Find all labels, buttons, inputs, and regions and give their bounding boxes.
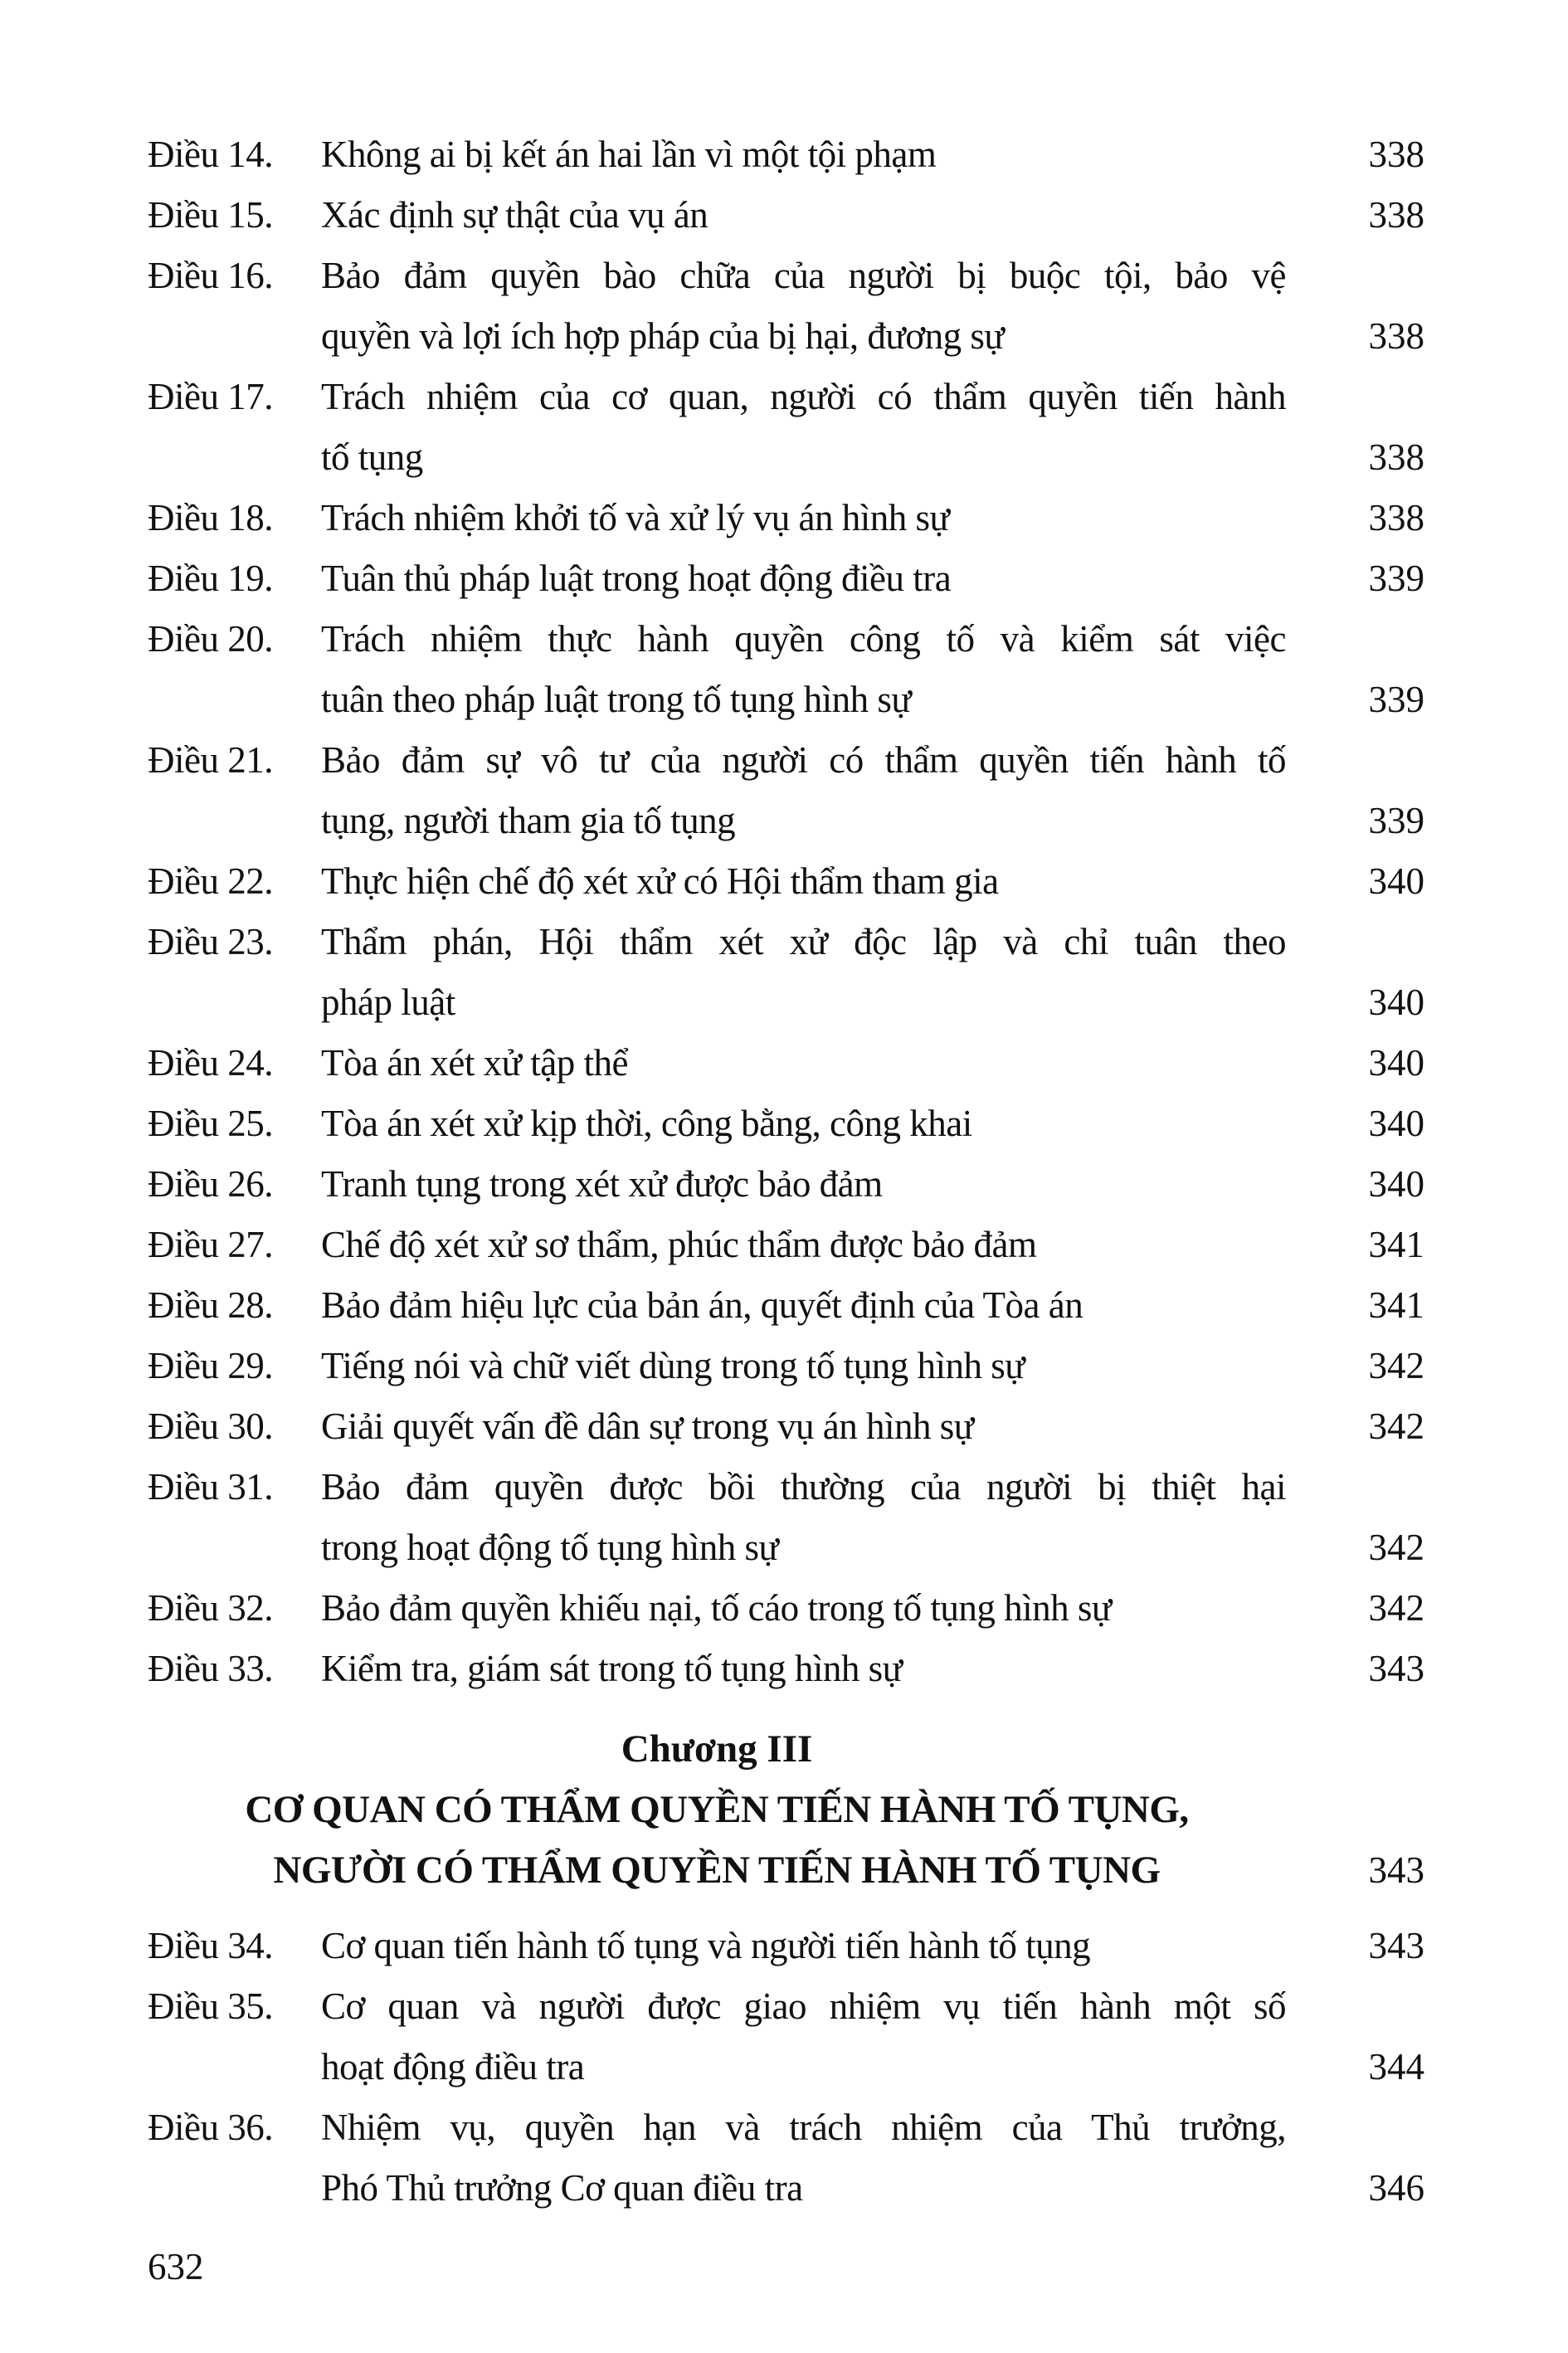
article-number-label: Điều 15. [148,194,273,236]
article-title-line: Kiểm tra, giám sát trong tố tụng hình sự [321,1648,903,1689]
toc-chapter-entry [148,1719,1424,1901]
toc-entry [148,1033,1424,1094]
article-title-line: Phó Thủ trưởng Cơ quan điều tra [321,2167,803,2209]
article-title [321,488,1286,548]
article-title-line: tuân theo pháp luật trong tố tụng hình sự [321,679,912,720]
page-number: 338 [1368,436,1424,478]
article-number-label: Điều 17. [148,376,273,417]
article-number-label: Điều 30. [148,1405,273,1447]
article-title-line: Trách nhiệm của cơ quan, người có thẩm quyền tiến hành [321,376,1286,417]
article-number-label: Điều 18. [148,497,273,538]
article-title [321,912,1286,1033]
page-number: 341 [1368,1224,1424,1265]
article-title-line: Chế độ xét xử sơ thẩm, phúc thẩm được bảo đảm [321,1224,1037,1265]
article-title [321,1094,1286,1154]
article-title-line: Bảo đảm sự vô tư của người có thẩm quyền tiến hành tố [321,739,1286,781]
article-number-label: Điều 35. [148,1985,273,2027]
article-number-label: Điều 31. [148,1466,273,1508]
footer-page-number: 632 [148,2246,204,2287]
page-number: 342 [1368,1345,1424,1386]
page-number: 341 [1368,1284,1424,1326]
article-title [321,1578,1286,1639]
page-number: 340 [1368,860,1424,902]
article-title [321,1154,1286,1215]
page-number: 340 [1368,982,1424,1023]
article-number-label: Điều 28. [148,1284,273,1326]
chapter-label: Chương III [621,1727,813,1771]
chapter-title-line: NGƯỜI CÓ THẨM QUYỀN TIẾN HÀNH TỐ TỤNG [273,1849,1161,1892]
article-title-line: Cơ quan và người được giao nhiệm vụ tiến hành một số [321,1985,1286,2027]
toc-list [148,124,1424,2219]
article-number-label: Điều 24. [148,1042,273,1084]
toc-entry [148,2097,1424,2219]
article-title-line: Tòa án xét xử kịp thời, công bằng, công khai [321,1103,972,1144]
page-number: 343 [1368,1648,1424,1689]
article-title-line: tố tụng [321,436,423,478]
toc-entry [148,1639,1424,1699]
article-title-line: trong hoạt động tố tụng hình sự [321,1527,779,1568]
page-number: 339 [1368,679,1424,720]
article-title [321,124,1286,185]
toc-entry [148,851,1424,912]
toc-entry [148,1396,1424,1457]
page-number: 339 [1368,558,1424,599]
article-number-label: Điều 20. [148,618,273,660]
toc-entry [148,912,1424,1033]
article-number-label: Điều 27. [148,1224,273,1265]
page-number: 342 [1368,1527,1424,1568]
toc-entry [148,1976,1424,2097]
article-number-label: Điều 29. [148,1345,273,1386]
page-number: 344 [1368,2046,1424,2087]
article-title-line: Tòa án xét xử tập thể [321,1042,629,1084]
page-number: 340 [1368,1042,1424,1084]
toc-entry [148,1275,1424,1336]
article-title-line: Thực hiện chế độ xét xử có Hội thẩm tham gia [321,860,999,902]
toc-entry [148,1578,1424,1639]
page-number: 338 [1368,194,1424,236]
article-title [321,1396,1286,1457]
article-title [321,367,1286,488]
toc-entry [148,185,1424,246]
page-number: 338 [1368,315,1424,357]
chapter-heading [148,1719,1286,1901]
article-title-line: Bảo đảm quyền bào chữa của người bị buộc tội, bảo vệ [321,255,1286,296]
article-title-line: Nhiệm vụ, quyền hạn và trách nhiệm của Thủ trưởng, [321,2107,1286,2148]
article-title [321,1275,1286,1336]
toc-entry [148,609,1424,730]
page-footer [148,2237,1424,2297]
toc-entry [148,1094,1424,1154]
article-number-label: Điều 16. [148,255,273,296]
article-title-line: Không ai bị kết án hai lần vì một tội phạm [321,134,937,175]
page-number: 338 [1368,497,1424,538]
article-title [321,246,1286,367]
article-title [321,730,1286,851]
article-number-label: Điều 34. [148,1925,273,1966]
article-title [321,2097,1286,2219]
page-number: 342 [1368,1587,1424,1629]
toc-entry [148,488,1424,548]
toc-entry [148,124,1424,185]
page-number: 340 [1368,1103,1424,1144]
article-title-line: hoạt động điều tra [321,2046,585,2087]
page-number: 346 [1368,2167,1424,2209]
article-title [321,1639,1286,1699]
toc-entry [148,1457,1424,1578]
article-number-label: Điều 14. [148,134,273,175]
toc-entry [148,730,1424,851]
article-number-label: Điều 19. [148,558,273,599]
article-title [321,548,1286,609]
article-title [321,1916,1286,1976]
article-title-line: Xác định sự thật của vụ án [321,194,709,236]
article-title-line: Tranh tụng trong xét xử được bảo đảm [321,1163,883,1205]
article-title-line: Giải quyết vấn đề dân sự trong vụ án hình sự [321,1405,974,1447]
article-number-label: Điều 26. [148,1163,273,1205]
page-number: 338 [1368,134,1424,175]
article-title-line: Tiếng nói và chữ viết dùng trong tố tụng hình sự [321,1345,1025,1386]
toc-entry [148,548,1424,609]
article-number-label: Điều 21. [148,739,273,781]
chapter-page-number: 343 [1368,1849,1424,1891]
article-number-label: Điều 25. [148,1103,273,1144]
article-title-line: pháp luật [321,982,455,1023]
article-number-label: Điều 36. [148,2107,273,2148]
toc-entry [148,1215,1424,1275]
article-title [321,1033,1286,1094]
article-title-line: Thẩm phán, Hội thẩm xét xử độc lập và chỉ tuân theo [321,921,1286,962]
toc-entry [148,1916,1424,1976]
article-title-line: Bảo đảm quyền được bồi thường của người bị thiệt hại [321,1466,1286,1508]
toc-entry [148,367,1424,488]
article-title-line: quyền và lợi ích hợp pháp của bị hại, đương sự [321,315,1005,357]
article-number-label: Điều 33. [148,1648,273,1689]
article-title-line: Cơ quan tiến hành tố tụng và người tiến hành tố tụng [321,1925,1091,1966]
page-number: 339 [1368,800,1424,841]
toc-entry [148,1154,1424,1215]
page-number: 340 [1368,1163,1424,1205]
article-title [321,1976,1286,2097]
article-number-label: Điều 32. [148,1587,273,1629]
article-title-line: Tuân thủ pháp luật trong hoạt động điều tra [321,558,952,599]
article-title-line: Trách nhiệm khởi tố và xử lý vụ án hình sự [321,497,950,538]
article-title-line: Bảo đảm quyền khiếu nại, tố cáo trong tố tụng hình sự [321,1587,1112,1629]
article-number-label: Điều 22. [148,860,273,902]
page-number: 342 [1368,1405,1424,1447]
article-number-label: Điều 23. [148,921,273,962]
toc-entry [148,246,1424,367]
article-title-line: tụng, người tham gia tố tụng [321,800,736,841]
page-number: 343 [1368,1925,1424,1966]
article-title [321,1215,1286,1275]
toc-entry [148,1336,1424,1396]
article-title [321,1457,1286,1578]
chapter-title-line: CƠ QUAN CÓ THẨM QUYỀN TIẾN HÀNH TỐ TỤNG, [245,1788,1189,1831]
article-title [321,851,1286,912]
article-title-line: Trách nhiệm thực hành quyền công tố và kiểm sát việc [321,618,1286,660]
article-title [321,609,1286,730]
article-title [321,1336,1286,1396]
article-title-line: Bảo đảm hiệu lực của bản án, quyết định của Tòa án [321,1284,1083,1326]
article-title [321,185,1286,246]
